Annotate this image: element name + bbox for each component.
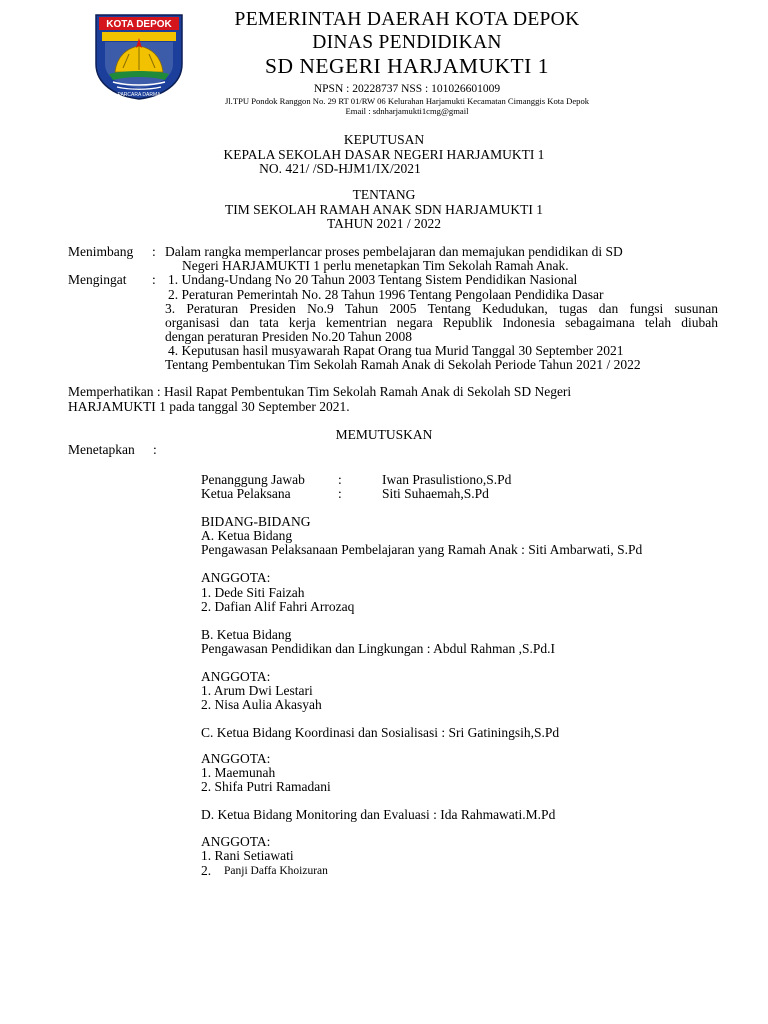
recalling-item-4-line-1: 4. Keputusan hasil musyawarah Rapat Orang tua Murid Tanggal 30 September 2021: [168, 343, 624, 358]
field-c-title: C. Ketua Bidang Koordinasi dan Sosialisasi : Sri Gatiningsih,S.Pd: [201, 725, 560, 740]
logo-label: KOTA DEPOK: [106, 19, 172, 30]
decree-issuer: KEPALA SEKOLAH DASAR NEGERI HARJAMUKTI 1: [223, 147, 545, 162]
school-email: Email : sdnharjamukti1cmg@gmail: [345, 106, 469, 116]
noting-line-1: Memperhatikan : Hasil Rapat Pembentukan Tim Sekolah Ramah Anak di Sekolah SD Negeri: [68, 384, 572, 399]
considering-label: Menimbang: [68, 244, 134, 259]
field-d-member: 1. Rani Setiawati: [201, 848, 294, 863]
recalling-item-3-line-1: 3. Peraturan Presiden No.9 Tahun 2005 Tentang Kedudukan, tugas dan fungsi susunan: [165, 301, 718, 316]
recalling-item-3-line-3: dengan peraturan Presiden No.20 Tahun 2008: [165, 329, 412, 344]
field-c-member: 1. Maemunah: [201, 765, 276, 780]
school-name: SD NEGERI HARJAMUKTI 1: [265, 54, 549, 78]
decide-separator: :: [153, 442, 157, 457]
field-d-member-name: Panji Daffa Khoizuran: [224, 865, 328, 877]
recalling-item-2: 2. Peraturan Pemerintah No. 28 Tahun 1996 Tentang Pengolaan Pendidika Dasar: [168, 287, 604, 302]
decide-label: Menetapkan: [68, 442, 135, 457]
kp-name: Siti Suhaemah,S.Pd: [382, 486, 489, 501]
recalling-separator: :: [152, 272, 156, 287]
field-c-member: 2. Shifa Putri Ramadani: [201, 779, 331, 794]
considering-separator: :: [152, 244, 156, 259]
field-a-member: 1. Dede Siti Faizah: [201, 585, 305, 600]
decree-about: TENTANG: [352, 187, 416, 202]
logo-motto: PARCARA DARMA: [117, 92, 161, 98]
field-a-title: A. Ketua Bidang: [201, 528, 293, 543]
field-a-description: Pengawasan Pelaksanaan Pembelajaran yang Ramah Anak : Siti Ambarwati, S.Pd: [201, 542, 643, 557]
school-address: Jl.TPU Pondok Ranggon No. 29 RT 01/RW 06 Kelurahan Harjamukti Kecamatan Cimanggis Kota Depok: [224, 96, 590, 106]
field-a-members-heading: ANGGOTA:: [201, 570, 271, 585]
field-d-members-heading: ANGGOTA:: [201, 834, 271, 849]
school-npsn: NPSN : 20228737 NSS : 101026601009: [313, 83, 501, 95]
pj-label: Penanggung Jawab: [201, 472, 305, 487]
recalling-item-4-line-2: Tentang Pembentukan Tim Sekolah Ramah Anak di Sekolah Periode Tahun 2021 / 2022: [165, 357, 641, 372]
recalling-label: Mengingat: [68, 272, 127, 287]
field-c-members-heading: ANGGOTA:: [201, 751, 271, 766]
field-a-member: 2. Dafian Alif Fahri Arrozaq: [201, 599, 355, 614]
kota-depok-emblem-icon: [93, 12, 185, 100]
pj-separator: :: [338, 472, 342, 487]
noting-line-2: HARJAMUKTI 1 pada tanggal 30 September 2021.: [68, 399, 350, 414]
field-d-title: D. Ketua Bidang Monitoring dan Evaluasi : Ida Rahmawati.M.Pd: [201, 807, 556, 822]
recalling-item-1: 1. Undang-Undang No 20 Tahun 2003 Tentang Sistem Pendidikan Nasional: [168, 272, 578, 287]
decree-heading: KEPUTUSAN: [343, 132, 425, 147]
considering-line-1: Dalam rangka memperlancar proses pembelajaran dan memajukan pendidikan di SD: [165, 244, 623, 259]
field-b-title: B. Ketua Bidang: [201, 627, 292, 642]
pj-name: Iwan Prasulistiono,S.Pd: [382, 472, 512, 487]
government-name: PEMERINTAH DAERAH KOTA DEPOK: [234, 9, 580, 30]
kp-label: Ketua Pelaksana: [201, 486, 291, 501]
field-b-description: Pengawasan Pendidikan dan Lingkungan : Abdul Rahman ,S.Pd.I: [201, 641, 555, 656]
letterhead: [185, 8, 629, 116]
kp-separator: :: [338, 486, 342, 501]
decree-year: TAHUN 2021 / 2022: [326, 216, 442, 231]
field-d-member-number: 2.: [201, 863, 212, 878]
decide-heading: MEMUTUSKAN: [335, 427, 433, 442]
decree-subject: TIM SEKOLAH RAMAH ANAK SDN HARJAMUKTI 1: [224, 202, 543, 217]
field-b-member: 1. Arum Dwi Lestari: [201, 683, 313, 698]
fields-heading: BIDANG-BIDANG: [201, 514, 311, 529]
recalling-item-3-line-2: organisasi dan tata kerja kementrian negara Republik Indonesia sebagaimana telah diubah: [165, 315, 718, 330]
considering-line-2: Negeri HARJAMUKTI 1 perlu menetapkan Tim Sekolah Ramah Anak.: [182, 258, 569, 273]
field-b-members-heading: ANGGOTA:: [201, 669, 271, 684]
department-name: DINAS PENDIDIKAN: [312, 32, 502, 53]
field-b-member: 2. Nisa Aulia Akasyah: [201, 697, 322, 712]
decree-number: NO. 421/ /SD-HJM1/IX/2021: [259, 161, 421, 176]
